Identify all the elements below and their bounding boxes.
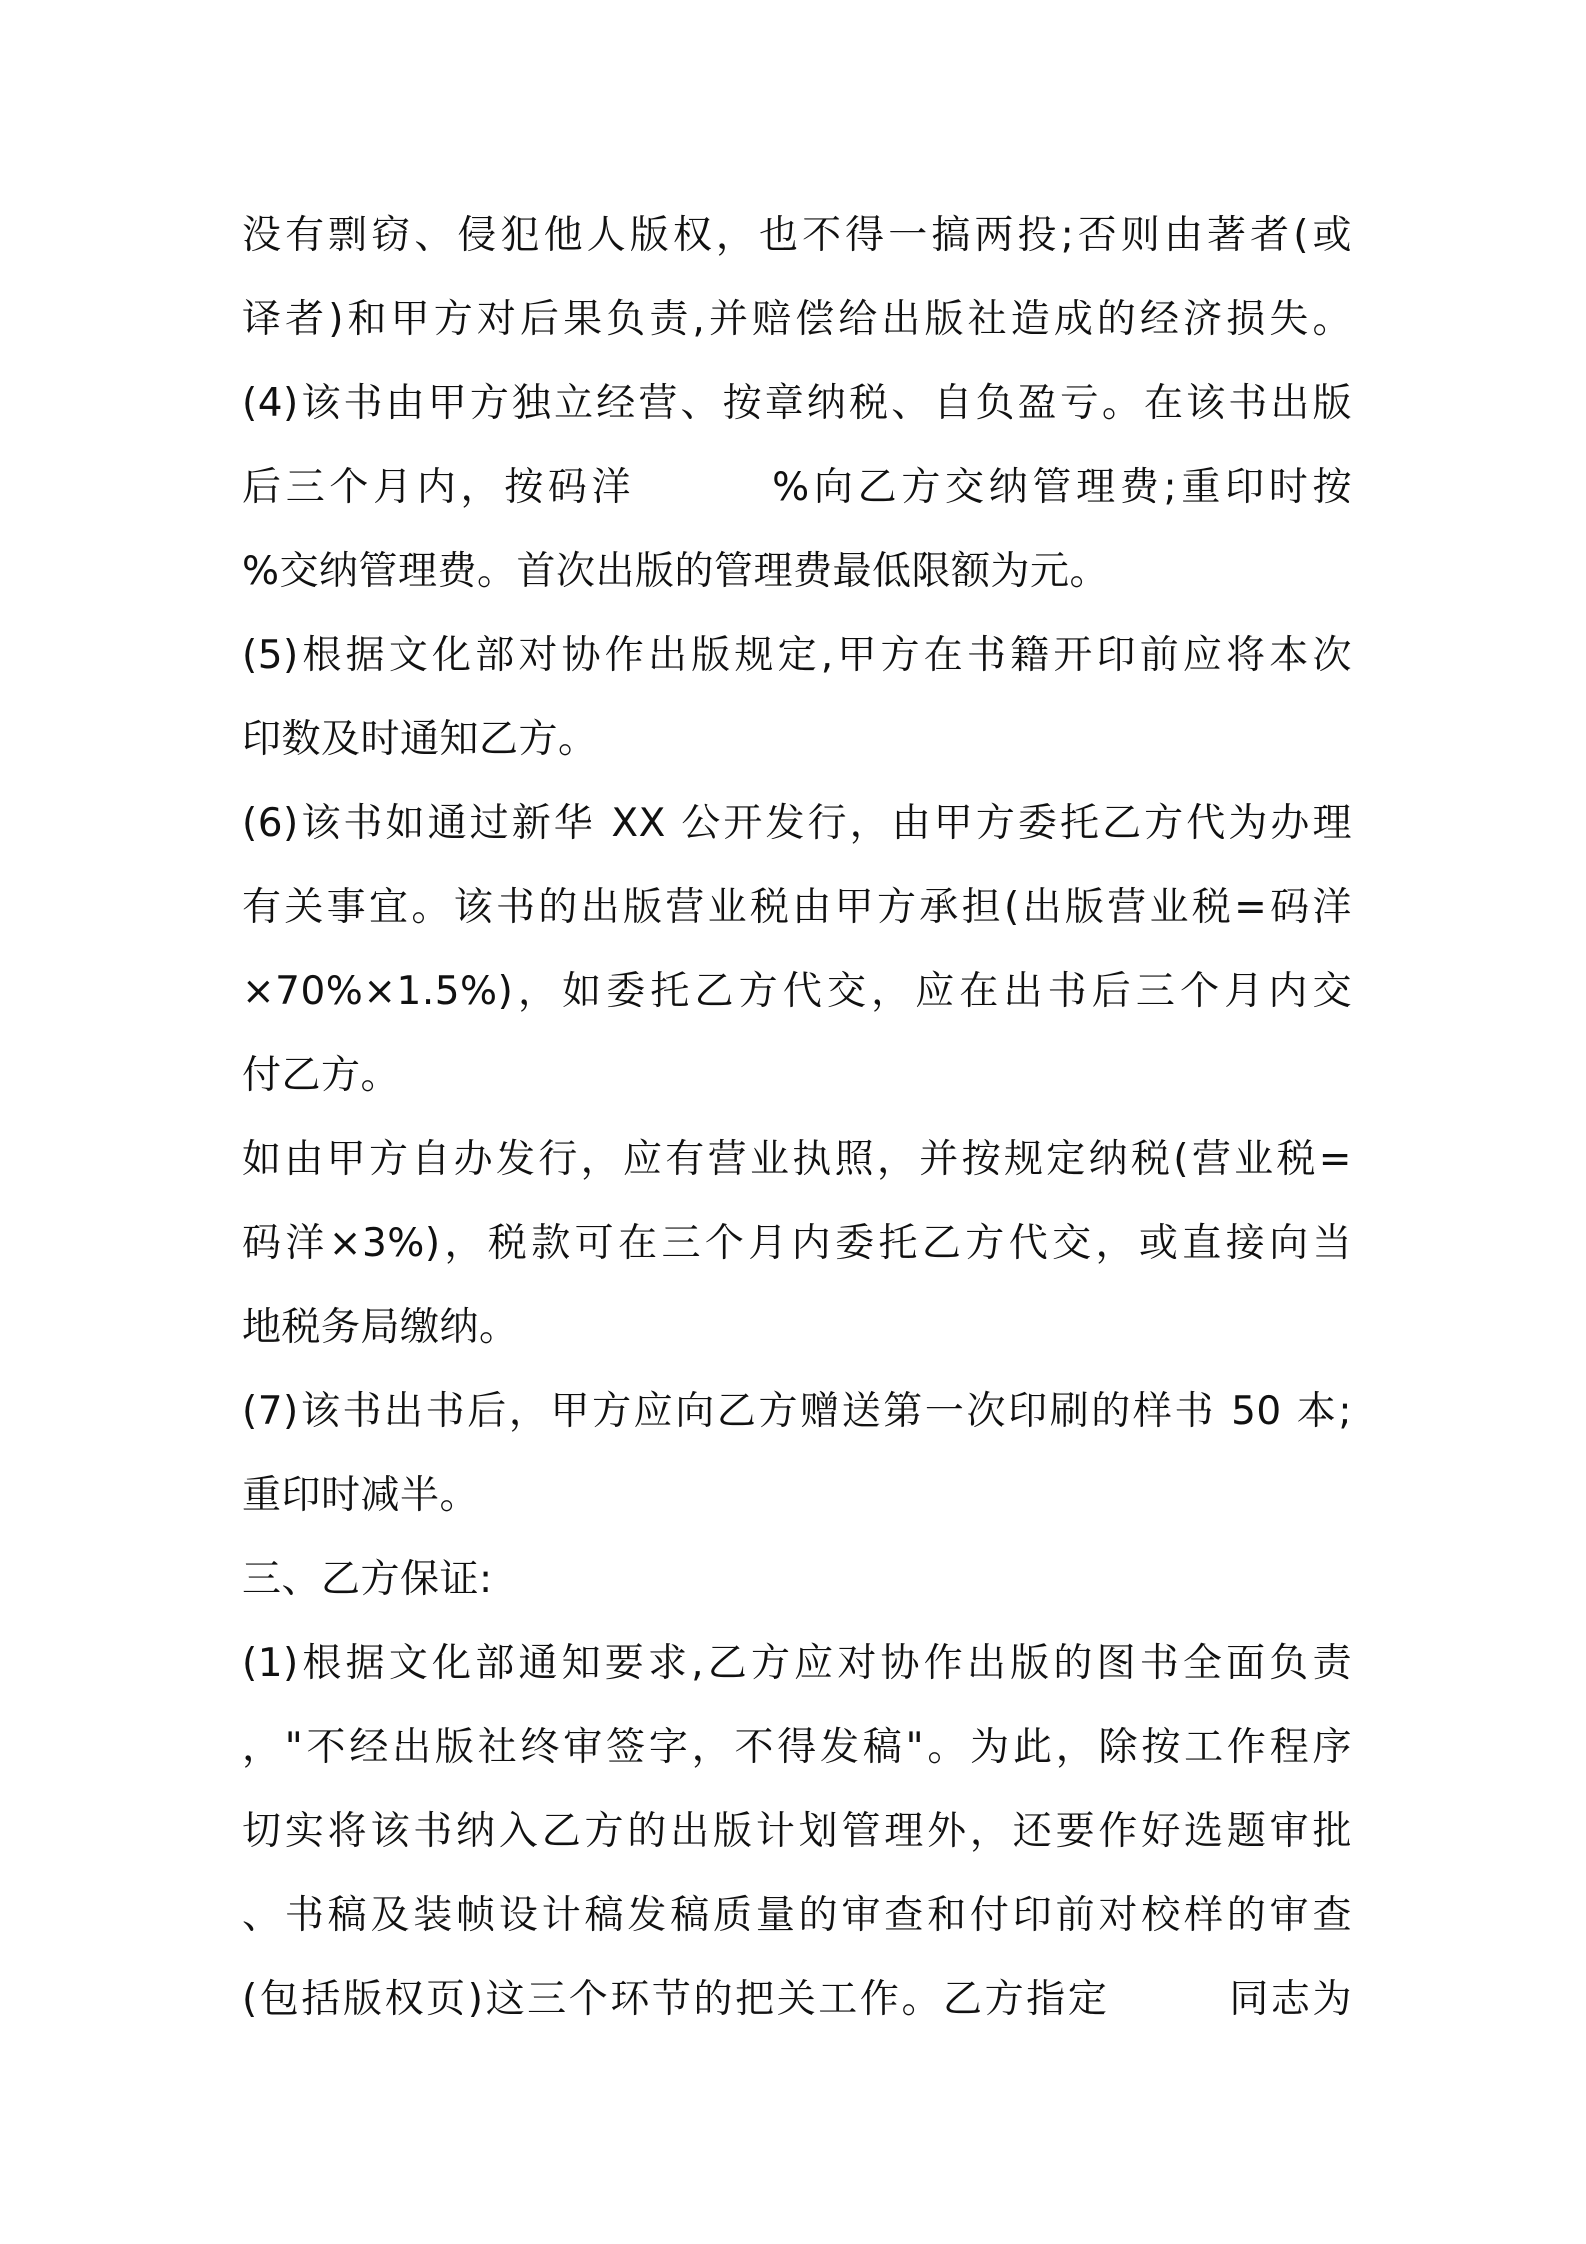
- text-line: %交纳管理费。首次出版的管理费最低限额为元。: [242, 549, 1110, 594]
- text-line: 译者)和甲方对后果负责,并赔偿给出版社造成的经济损失。: [242, 297, 1352, 342]
- text-line: 后三个月内，按码洋 %向乙方交纳管理费;重印时按: [242, 465, 1352, 510]
- text-line: (4)该书由甲方独立经营、按章纳税、自负盈亏。在该书出版: [242, 381, 1352, 426]
- text-line: 付乙方。: [242, 1053, 401, 1098]
- text-line: (7)该书出书后，甲方应向乙方赠送第一次印刷的样书 50 本;: [242, 1389, 1352, 1434]
- text-line: 印数及时通知乙方。: [242, 717, 598, 762]
- text-line: 、书稿及装帧设计稿发稿质量的审查和付印前对校样的审查: [242, 1893, 1352, 1938]
- text-line: ，"不经出版社终审签字，不得发稿"。为此，除按工作程序: [242, 1725, 1352, 1770]
- text-line: 有关事宜。该书的出版营业税由甲方承担(出版营业税=码洋: [242, 885, 1352, 930]
- text-line: 切实将该书纳入乙方的出版计划管理外，还要作好选题审批: [242, 1809, 1352, 1854]
- text-line: 码洋×3%)，税款可在三个月内委托乙方代交，或直接向当: [242, 1221, 1352, 1266]
- text-line: (1)根据文化部通知要求,乙方应对协作出版的图书全面负责: [242, 1641, 1352, 1686]
- text-line: 地税务局缴纳。: [242, 1305, 519, 1350]
- text-line: ×70%×1.5%)，如委托乙方代交，应在出书后三个月内交: [242, 969, 1352, 1014]
- text-line: (6)该书如通过新华 XX 公开发行，由甲方委托乙方代为办理: [242, 801, 1352, 846]
- document-body: [242, 194, 1352, 2042]
- text-line: (5)根据文化部对协作出版规定,甲方在书籍开印前应将本次: [242, 633, 1352, 678]
- text-line: (包括版权页)这三个环节的把关工作。乙方指定 同志为: [242, 1977, 1352, 2022]
- section-heading: 三、乙方保证:: [242, 1557, 493, 1602]
- text-line: 重印时减半。: [242, 1473, 480, 1518]
- text-line: 如由甲方自办发行，应有营业执照，并按规定纳税(营业税=: [242, 1137, 1352, 1182]
- text-line: 没有剽窃、侵犯他人版权，也不得一搞两投;否则由著者(或: [242, 213, 1352, 258]
